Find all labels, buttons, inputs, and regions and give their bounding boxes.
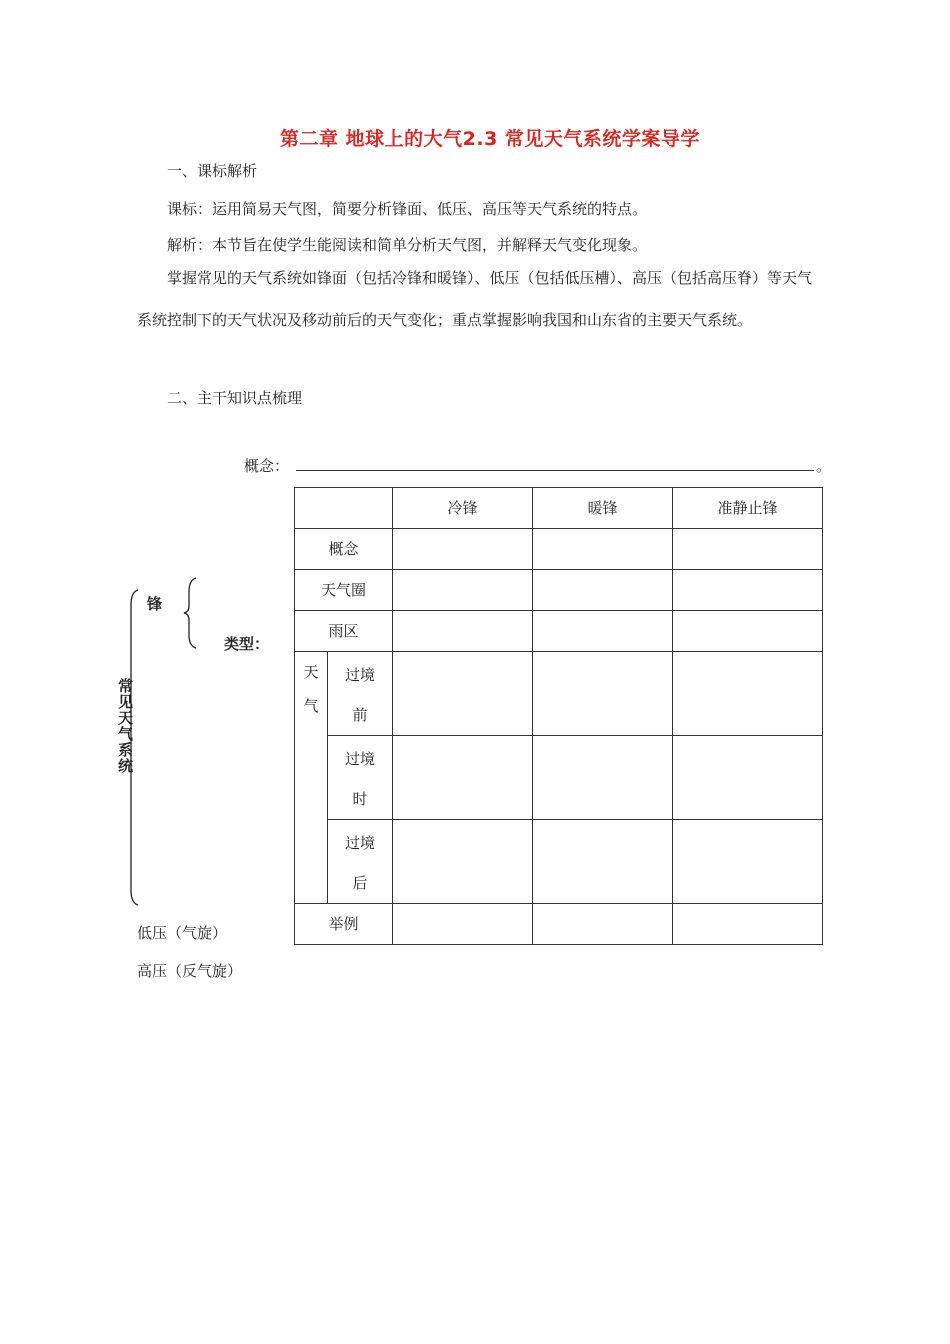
answer-cell[interactable] [533, 736, 673, 820]
row-label-before [328, 652, 393, 736]
row-label-after [328, 820, 393, 904]
header-stationary-front: 准静止锋 [673, 488, 823, 529]
standard-text: 课标：运用简易天气图，简要分析锋面、低压、高压等天气系统的特点。 [167, 200, 648, 218]
row-label-weather-circle: 天气圈 [295, 570, 393, 611]
answer-cell[interactable] [393, 611, 533, 652]
row-label-example: 举例 [295, 904, 393, 945]
row-label-before-text: 过境前 [344, 666, 375, 724]
answer-cell[interactable] [673, 820, 823, 904]
answer-cell[interactable] [533, 611, 673, 652]
answer-cell[interactable] [673, 652, 823, 736]
answer-cell[interactable] [673, 904, 823, 945]
header-warm-front: 暖锋 [533, 488, 673, 529]
answer-cell[interactable] [673, 529, 823, 570]
row-label-weather [295, 652, 328, 904]
table-row [295, 904, 823, 945]
answer-cell[interactable] [533, 529, 673, 570]
answer-cell[interactable] [673, 570, 823, 611]
table-row [295, 736, 823, 820]
answer-cell[interactable] [533, 904, 673, 945]
high-pressure-label: 高压（反气旋） [137, 962, 243, 980]
section1-heading: 一、课标解析 [167, 162, 258, 180]
table-row [295, 611, 823, 652]
answer-cell[interactable] [393, 652, 533, 736]
answer-cell[interactable] [393, 529, 533, 570]
table-row [295, 820, 823, 904]
front-label: 锋 [147, 595, 163, 613]
front-comparison-table [294, 487, 823, 945]
section2-heading: 二、主干知识点梳理 [167, 389, 303, 407]
answer-cell[interactable] [533, 570, 673, 611]
answer-cell[interactable] [533, 652, 673, 736]
row-label-during-text: 过境时 [344, 750, 375, 808]
common-weather-systems-label: 常见天气系统 [118, 677, 134, 775]
table-row [295, 570, 823, 611]
header-cold-front: 冷锋 [393, 488, 533, 529]
answer-cell[interactable] [393, 736, 533, 820]
analysis-text: 解析：本节旨在使学生能阅读和简单分析天气图，并解释天气变化现象。 [167, 236, 648, 254]
answer-cell[interactable] [393, 820, 533, 904]
row-label-weather-text: 天气 [303, 663, 319, 715]
answer-cell[interactable] [393, 904, 533, 945]
concept-label: 概念： [244, 457, 290, 475]
row-label-during [328, 736, 393, 820]
row-label-after-text: 过境后 [344, 834, 375, 892]
row-label-rain-area: 雨区 [295, 611, 393, 652]
answer-cell[interactable] [673, 611, 823, 652]
answer-cell[interactable] [393, 570, 533, 611]
table-row [295, 652, 823, 736]
table-header-row [295, 488, 823, 529]
low-pressure-label: 低压（气旋） [137, 924, 228, 942]
types-label: 类型： [224, 635, 270, 653]
corner-cell [295, 488, 393, 529]
concept-period: 。 [816, 457, 832, 475]
answer-cell[interactable] [533, 820, 673, 904]
row-label-concept: 概念 [295, 529, 393, 570]
answer-cell[interactable] [673, 736, 823, 820]
inner-brace [184, 578, 196, 648]
objective-paragraph-text: 掌握常见的天气系统如锋面（包括冷锋和暖锋）、低压（包括低压槽）、高压（包括高压脊）等天气系统控制下的天气状况及移动前后的天气变化；重点掌握影响我国和山东省的主要天气系统。 [137, 269, 813, 329]
table-row [295, 529, 823, 570]
page-title: 第二章 地球上的大气2.3 常见天气系统学案导学 [280, 128, 700, 150]
